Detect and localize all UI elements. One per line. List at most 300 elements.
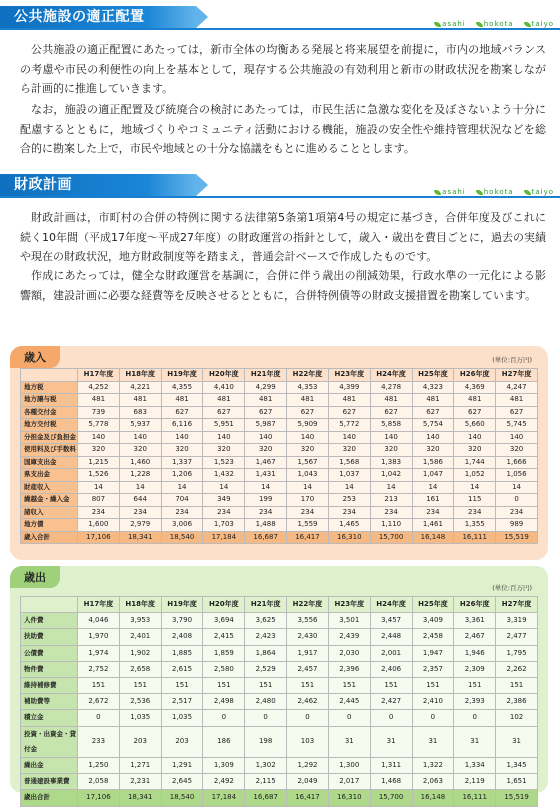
- table-cell: 2,517: [161, 694, 203, 710]
- table-row: [21, 710, 538, 726]
- table-cell: 1,431: [245, 469, 287, 482]
- row-header: 歳出合計: [21, 790, 78, 806]
- table-row: [21, 494, 538, 507]
- row-header: 各種交付金: [21, 406, 78, 419]
- table-cell: 1,300: [328, 758, 370, 774]
- table-cell: 234: [328, 506, 370, 519]
- table-cell: 1,110: [370, 519, 412, 532]
- table-cell: 18,540: [161, 790, 203, 806]
- row-header: 公債費: [21, 645, 78, 661]
- column-header-year: H17年度: [78, 597, 120, 613]
- table-cell: 2,415: [203, 629, 245, 645]
- table-cell: 17,184: [203, 531, 245, 544]
- table-cell: 3,319: [496, 613, 538, 629]
- table-cell: 1,917: [287, 645, 329, 661]
- table-cell: 481: [119, 394, 161, 407]
- leaf-icon: asahi: [434, 188, 466, 196]
- table-cell: 2,480: [245, 694, 287, 710]
- table-cell: 627: [496, 406, 538, 419]
- table-cell: 481: [203, 394, 245, 407]
- table-cell: 1,460: [119, 456, 161, 469]
- table-cell: 1,047: [412, 469, 454, 482]
- table-cell: 2,410: [412, 694, 454, 710]
- table-cell: 1,322: [412, 758, 454, 774]
- table-cell: 1,337: [161, 456, 203, 469]
- row-header: 地方譲与税: [21, 394, 78, 407]
- table-cell: 1,302: [245, 758, 287, 774]
- table-cell: 1,488: [245, 519, 287, 532]
- table-cell: 15,700: [370, 531, 412, 544]
- expenditure-panel: [10, 566, 548, 802]
- table-cell: 1,974: [78, 645, 120, 661]
- table-cell: 170: [287, 494, 329, 507]
- table-row: [21, 694, 538, 710]
- table-cell: 14: [370, 481, 412, 494]
- table-row: [21, 394, 538, 407]
- table-cell: 14: [454, 481, 496, 494]
- table-row: [21, 645, 538, 661]
- column-header-year: H26年度: [454, 597, 496, 613]
- row-header: 国庫支出金: [21, 456, 78, 469]
- table-cell: 234: [119, 506, 161, 519]
- table-cell: 2,580: [203, 661, 245, 677]
- table-cell: 16,148: [412, 790, 454, 806]
- table-cell: 320: [203, 444, 245, 457]
- table-cell: 3,409: [412, 613, 454, 629]
- table-cell: 15,519: [496, 790, 538, 806]
- column-header-year: H17年度: [78, 369, 120, 382]
- table-cell: 2,457: [287, 661, 329, 677]
- table-cell: 627: [161, 406, 203, 419]
- table-cell: 1,345: [496, 758, 538, 774]
- table-cell: 103: [287, 726, 329, 757]
- table-cell: 2,393: [454, 694, 496, 710]
- table-cell: 2,498: [203, 694, 245, 710]
- table-cell: 234: [161, 506, 203, 519]
- table-cell: 1,523: [203, 456, 245, 469]
- table-cell: 1,859: [203, 645, 245, 661]
- table-cell: 5,660: [454, 419, 496, 432]
- table-cell: 0: [454, 710, 496, 726]
- table-cell: 5,951: [203, 419, 245, 432]
- table-cell: 1,864: [245, 645, 287, 661]
- table-cell: 2,049: [287, 774, 329, 790]
- table-cell: 1,052: [454, 469, 496, 482]
- section-title-finance: 財政計画: [0, 174, 196, 196]
- table-cell: 151: [412, 678, 454, 694]
- table-cell: 4,046: [78, 613, 120, 629]
- table-cell: 1,586: [412, 456, 454, 469]
- column-header-year: H21年度: [245, 369, 287, 382]
- table-cell: 4,399: [328, 381, 370, 394]
- table-cell: 320: [245, 444, 287, 457]
- table-cell: 5,754: [412, 419, 454, 432]
- table-cell: 31: [496, 726, 538, 757]
- table-cell: 0: [370, 710, 412, 726]
- table-cell: 1,947: [412, 645, 454, 661]
- table-cell: 0: [78, 710, 120, 726]
- table-cell: 1,056: [496, 469, 538, 482]
- table-cell: 140: [245, 431, 287, 444]
- table-cell: 234: [203, 506, 245, 519]
- row-header: 物件費: [21, 661, 78, 677]
- paragraph: なお，施設の適正配置及び統廃合の検討にあたっては，市民生活に急激な変化を及ぼさないよう十分に配慮するとともに，地域づくりやコミュニティ活動における機能，施設の安全性や維持管理状況などを総合的に勘案した上で，市民や地域との十分な協議をもとに進めることとします。: [20, 103, 546, 156]
- table-cell: 1,309: [203, 758, 245, 774]
- table-cell: 203: [161, 726, 203, 757]
- expenditure-label: 歳出: [10, 566, 60, 588]
- table-cell: 481: [161, 394, 203, 407]
- leaf-icon: taiyo: [524, 188, 554, 196]
- column-header-year: H20年度: [203, 369, 245, 382]
- table-row: [21, 519, 538, 532]
- table-cell: 1,651: [496, 774, 538, 790]
- table-row: [21, 481, 538, 494]
- table-cell: 31: [370, 726, 412, 757]
- table-cell: 16,687: [245, 531, 287, 544]
- table-row: [21, 506, 538, 519]
- row-header: 地方債: [21, 519, 78, 532]
- table-cell: 17,106: [78, 790, 120, 806]
- table-cell: 2,063: [412, 774, 454, 790]
- table-cell: 627: [370, 406, 412, 419]
- table-cell: 31: [412, 726, 454, 757]
- table-cell: 683: [119, 406, 161, 419]
- table-cell: 5,987: [245, 419, 287, 432]
- table-row: [21, 469, 538, 482]
- table-row: [21, 629, 538, 645]
- table-cell: 3,625: [245, 613, 287, 629]
- table-cell: 320: [78, 444, 120, 457]
- table-cell: 140: [161, 431, 203, 444]
- section-divider: [0, 28, 560, 30]
- table-cell: 320: [412, 444, 454, 457]
- table-cell: 234: [78, 506, 120, 519]
- table-cell: 3,556: [287, 613, 329, 629]
- row-header: 諸収入: [21, 506, 78, 519]
- column-header-year: H25年度: [412, 369, 454, 382]
- table-cell: 2,231: [119, 774, 161, 790]
- table-cell: 1,902: [119, 645, 161, 661]
- row-header: 扶助費: [21, 629, 78, 645]
- table-cell: 151: [78, 678, 120, 694]
- row-header: 財産収入: [21, 481, 78, 494]
- table-cell: 4,247: [496, 381, 538, 394]
- table-cell: 151: [161, 678, 203, 694]
- row-header: 繰越金・繰入金: [21, 494, 78, 507]
- table-cell: 627: [412, 406, 454, 419]
- column-header-year: H23年度: [328, 597, 370, 613]
- row-header: 投資・出資金・貸付金: [21, 726, 78, 757]
- table-cell: 2,406: [370, 661, 412, 677]
- table-cell: 2,119: [454, 774, 496, 790]
- row-header: 補助費等: [21, 694, 78, 710]
- table-row: [21, 419, 538, 432]
- unit-label: (単位:百万円): [492, 356, 532, 364]
- table-cell: 481: [454, 394, 496, 407]
- column-header-year: H26年度: [454, 369, 496, 382]
- table-row: [21, 774, 538, 790]
- table-cell: 627: [328, 406, 370, 419]
- leaf-icon: taiyo: [524, 20, 554, 28]
- table-cell: 151: [203, 678, 245, 694]
- table-cell: 14: [287, 481, 329, 494]
- table-cell: 3,006: [161, 519, 203, 532]
- table-cell: 5,909: [287, 419, 329, 432]
- table-cell: 1,946: [454, 645, 496, 661]
- table-cell: 320: [328, 444, 370, 457]
- table-cell: 3,790: [161, 613, 203, 629]
- table-cell: 481: [287, 394, 329, 407]
- table-cell: 0: [287, 710, 329, 726]
- table-cell: 2,445: [328, 694, 370, 710]
- row-header: 維持補修費: [21, 678, 78, 694]
- table-cell: 4,369: [454, 381, 496, 394]
- table-cell: 1,043: [287, 469, 329, 482]
- table-cell: 1,037: [328, 469, 370, 482]
- table-cell: 627: [454, 406, 496, 419]
- table-cell: 199: [245, 494, 287, 507]
- table-cell: 2,979: [119, 519, 161, 532]
- table-cell: 18,341: [119, 790, 161, 806]
- table-cell: 1,035: [119, 710, 161, 726]
- table-cell: 627: [287, 406, 329, 419]
- table-cell: 2,645: [161, 774, 203, 790]
- table-cell: 151: [328, 678, 370, 694]
- table-cell: 140: [412, 431, 454, 444]
- table-cell: 1,568: [328, 456, 370, 469]
- table-cell: 14: [203, 481, 245, 494]
- table-row: [21, 678, 538, 694]
- column-header-year: H24年度: [370, 597, 412, 613]
- table-cell: 2,017: [328, 774, 370, 790]
- table-cell: 989: [496, 519, 538, 532]
- table-cell: 115: [454, 494, 496, 507]
- table-header-row: [21, 369, 538, 382]
- table-cell: 0: [496, 494, 538, 507]
- row-header: 繰出金: [21, 758, 78, 774]
- table-cell: 1,311: [370, 758, 412, 774]
- table-cell: 2,536: [119, 694, 161, 710]
- table-cell: 1,559: [287, 519, 329, 532]
- table-cell: 481: [328, 394, 370, 407]
- column-header-year: H27年度: [496, 597, 538, 613]
- table-cell: 140: [287, 431, 329, 444]
- table-cell: 17,106: [78, 531, 120, 544]
- table-cell: 4,323: [412, 381, 454, 394]
- revenue-table: [20, 368, 538, 544]
- table-cell: 1,666: [496, 456, 538, 469]
- table-cell: 151: [245, 678, 287, 694]
- table-cell: 151: [119, 678, 161, 694]
- table-cell: 1,526: [78, 469, 120, 482]
- total-row: [21, 790, 538, 806]
- row-header: 県支出金: [21, 469, 78, 482]
- table-cell: 234: [454, 506, 496, 519]
- column-header-year: H22年度: [287, 369, 329, 382]
- table-cell: 16,111: [454, 790, 496, 806]
- table-cell: 198: [245, 726, 287, 757]
- table-cell: 3,953: [119, 613, 161, 629]
- table-cell: 2,439: [328, 629, 370, 645]
- table-cell: 151: [287, 678, 329, 694]
- section-divider: [0, 196, 560, 198]
- table-cell: 1,461: [412, 519, 454, 532]
- table-cell: 2,396: [328, 661, 370, 677]
- table-cell: 16,687: [245, 790, 287, 806]
- table-cell: 481: [496, 394, 538, 407]
- column-header-year: H23年度: [328, 369, 370, 382]
- table-cell: 0: [203, 710, 245, 726]
- table-cell: 3,694: [203, 613, 245, 629]
- column-header-year: H21年度: [245, 597, 287, 613]
- table-cell: 31: [454, 726, 496, 757]
- table-cell: 1,567: [287, 456, 329, 469]
- table-cell: 2,386: [496, 694, 538, 710]
- table-cell: 18,540: [161, 531, 203, 544]
- table-cell: 2,458: [412, 629, 454, 645]
- table-cell: 1,600: [78, 519, 120, 532]
- header-corner: [21, 369, 78, 382]
- table-cell: 18,341: [119, 531, 161, 544]
- row-header: 使用料及び手数料: [21, 444, 78, 457]
- table-cell: 5,778: [78, 419, 120, 432]
- table-cell: 2,030: [328, 645, 370, 661]
- table-cell: 349: [203, 494, 245, 507]
- table-row: [21, 613, 538, 629]
- table-cell: 14: [496, 481, 538, 494]
- table-cell: 481: [245, 394, 287, 407]
- table-cell: 1,355: [454, 519, 496, 532]
- table-cell: 140: [78, 431, 120, 444]
- table-cell: 2,615: [161, 661, 203, 677]
- table-cell: 234: [287, 506, 329, 519]
- table-cell: 807: [78, 494, 120, 507]
- table-cell: 4,252: [78, 381, 120, 394]
- table-cell: 1,383: [370, 456, 412, 469]
- table-cell: 31: [328, 726, 370, 757]
- table-cell: 15,519: [496, 531, 538, 544]
- header-corner: [21, 597, 78, 613]
- table-cell: 203: [119, 726, 161, 757]
- table-cell: 15,700: [370, 790, 412, 806]
- table-cell: 627: [203, 406, 245, 419]
- table-cell: 2,262: [496, 661, 538, 677]
- table-cell: 1,042: [370, 469, 412, 482]
- table-cell: 0: [245, 710, 287, 726]
- table-cell: 5,745: [496, 419, 538, 432]
- column-header-year: H19年度: [161, 369, 203, 382]
- table-cell: 140: [370, 431, 412, 444]
- table-row: [21, 444, 538, 457]
- table-cell: 16,417: [287, 531, 329, 544]
- table-row: [21, 406, 538, 419]
- table-cell: 14: [328, 481, 370, 494]
- table-cell: 4,278: [370, 381, 412, 394]
- table-cell: 233: [78, 726, 120, 757]
- row-header: 積立金: [21, 710, 78, 726]
- table-cell: 2,423: [245, 629, 287, 645]
- table-cell: 17,184: [203, 790, 245, 806]
- leaf-icon: asahi: [434, 20, 466, 28]
- table-cell: 234: [370, 506, 412, 519]
- table-cell: 481: [370, 394, 412, 407]
- table-cell: 151: [454, 678, 496, 694]
- table-cell: 2,448: [370, 629, 412, 645]
- table-cell: 4,410: [203, 381, 245, 394]
- table-cell: 2,467: [454, 629, 496, 645]
- table-cell: 1,291: [161, 758, 203, 774]
- table-cell: 3,457: [370, 613, 412, 629]
- table-cell: 1,334: [454, 758, 496, 774]
- table-cell: 1,795: [496, 645, 538, 661]
- table-cell: 627: [245, 406, 287, 419]
- brand-logo: [434, 20, 554, 28]
- table-cell: 2,477: [496, 629, 538, 645]
- paragraph: 作成にあたっては，健全な財政運営を基調に，合併に伴う歳出の削減効果，行政水準の一元化による影響額，建設計画に必要な経費等を反映させるとともに，合併特例債等の財政支援措置を勘案しています。: [20, 269, 546, 302]
- table-cell: 2,058: [78, 774, 120, 790]
- table-cell: 16,417: [287, 790, 329, 806]
- table-cell: 320: [454, 444, 496, 457]
- table-cell: 1,467: [245, 456, 287, 469]
- table-cell: 0: [328, 710, 370, 726]
- table-cell: 16,148: [412, 531, 454, 544]
- table-cell: 320: [496, 444, 538, 457]
- table-cell: 320: [119, 444, 161, 457]
- table-cell: 234: [412, 506, 454, 519]
- expenditure-table: [20, 596, 538, 807]
- table-cell: 644: [119, 494, 161, 507]
- column-header-year: H19年度: [161, 597, 203, 613]
- row-header: 地方税: [21, 381, 78, 394]
- table-cell: 320: [370, 444, 412, 457]
- table-cell: 2,001: [370, 645, 412, 661]
- table-cell: 186: [203, 726, 245, 757]
- section-title-facilities: 公共施設の適正配置: [0, 6, 196, 28]
- table-cell: 3,501: [328, 613, 370, 629]
- table-cell: 6,116: [161, 419, 203, 432]
- table-cell: 2,672: [78, 694, 120, 710]
- table-cell: 140: [119, 431, 161, 444]
- table-cell: 2,309: [454, 661, 496, 677]
- table-cell: 234: [496, 506, 538, 519]
- table-cell: 1,970: [78, 629, 120, 645]
- table-cell: 2,357: [412, 661, 454, 677]
- table-cell: 2,752: [78, 661, 120, 677]
- table-header-row: [21, 597, 538, 613]
- table-cell: 4,299: [245, 381, 287, 394]
- table-cell: 151: [370, 678, 412, 694]
- table-cell: 14: [245, 481, 287, 494]
- table-cell: 320: [287, 444, 329, 457]
- table-cell: 2,492: [203, 774, 245, 790]
- table-cell: 213: [370, 494, 412, 507]
- table-cell: 1,703: [203, 519, 245, 532]
- table-row: [21, 726, 538, 757]
- table-cell: 16,111: [454, 531, 496, 544]
- table-cell: 2,529: [245, 661, 287, 677]
- table-cell: 102: [496, 710, 538, 726]
- table-cell: 5,772: [328, 419, 370, 432]
- table-row: [21, 661, 538, 677]
- row-header: 地方交付税: [21, 419, 78, 432]
- table-cell: 1,206: [161, 469, 203, 482]
- table-cell: 140: [454, 431, 496, 444]
- column-header-year: H18年度: [119, 369, 161, 382]
- table-cell: 739: [78, 406, 120, 419]
- table-cell: 704: [161, 494, 203, 507]
- paragraph: 財政計画は，市町村の合併の特例に関する法律第5条第1項第4号の規定に基づき，合併年度及びこれに続く10年間（平成17年度〜平成27年度）の財政運営の指針として，歳入・歳出を費目ごとに，過去の実績や現在の財政状況，地方財政制度等を踏まえ，普通会計ベースで作成したものです。: [20, 211, 546, 264]
- table-cell: 140: [328, 431, 370, 444]
